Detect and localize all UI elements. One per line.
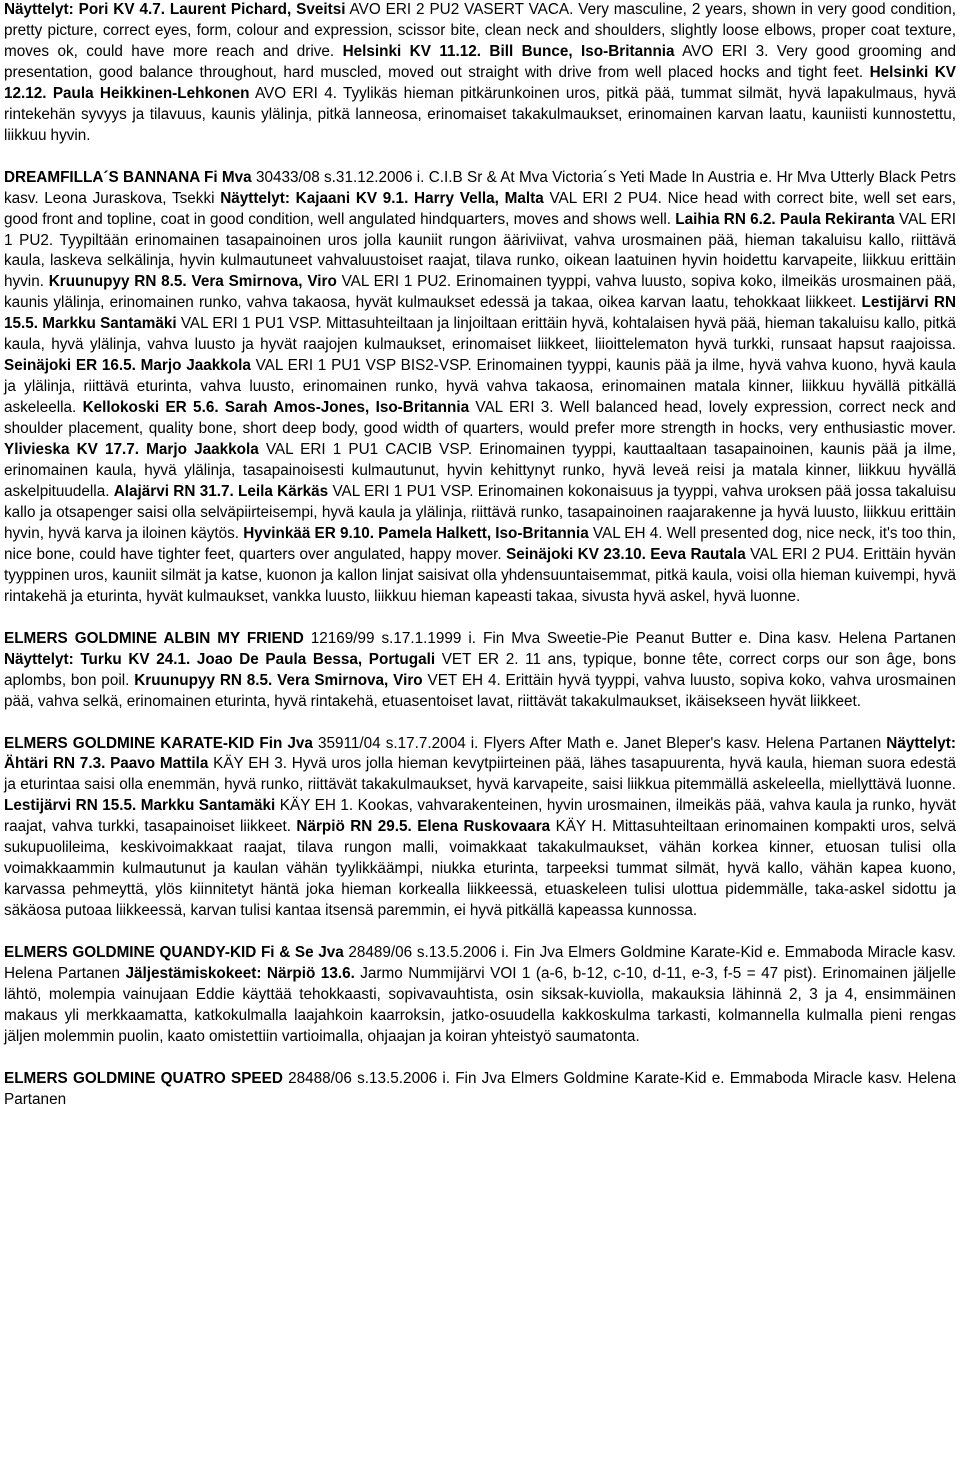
entry-paragraph-dreamfilla xyxy=(4,168,956,608)
critique-text: VAL ERI 3. Well balanced head, lovely expression, correct neck and shoulder placement, quality bone, short deep body, good width of quarters, would prefer more strength in hocks, very enthusiastic mover. xyxy=(4,399,956,438)
dog-name-heading: ELMERS GOLDMINE KARATE-KID Fin Jva xyxy=(4,734,313,752)
show-judge-heading: Näyttelyt: Ähtäri RN 7.3. Paavo Mattila xyxy=(4,734,956,773)
show-judge-heading: Kruunupyy RN 8.5. Vera Smirnova, Viro xyxy=(48,273,337,291)
critique-text: KÄY EH 1. Kookas, vahvarakenteinen, hyvin urosmainen, ilmeikäs pää, vahva kaula ja runko, hyvät raajat, vahva turkki, tasapainoiset liikkeet. xyxy=(4,797,956,836)
registration-text: 28488/06 s.13.5.2006 i. Fin Jva Elmers Goldmine Karate-Kid e. Emmaboda Miracle kasv. Helena Partanen xyxy=(4,1069,956,1108)
show-judge-heading: Seinäjoki KV 23.10. Eeva Rautala xyxy=(506,545,746,563)
critique-text: VAL ERI 1 PU2. Tyypiltään erinomainen tasapainoinen uros jolla kauniit rungon ääriviivat, vahva urosmainen pää, hieman takaluisu kallo, riittävä kaula, laskeva selkälinja, hyvin kulmautuneet vahvaluustoiset raajat, tilava runko, oikean laatuinen hyvin hoidettu karvapeite, liikkuu erittäin hyvin. xyxy=(4,210,956,291)
critique-text: AVO ERI 2 PU2 VASERT VACA. Very masculine, 2 years, shown in very good condition, pretty picture, correct eyes, form, colour and expression, scissor bite, clean neck and shoulders, slightly loose elbows, proper coat texture, moves ok, could have more reach and drive. xyxy=(4,1,956,60)
dog-name-heading: ELMERS GOLDMINE ALBIN MY FRIEND xyxy=(4,629,304,647)
critique-text: KÄY H. Mittasuhteiltaan erinomainen kompakti uros, selvä sukupuolileima, keskivoimakkaat raajat, tilava rungon malli, voimakkaat takakulmaukset, vähän korkea kinner, etuosan tulisi olla voimakkaammin kulmautunut ja kaulan vähän tyylikkäämpi, niukka eturinta, tarpeeksi tummat silmät, hyvä kallo, vähän kapea kuono, karvassa pehmeyttä, ylös kiinnitetyt häntä joka hieman korkealla liikkeessä, etuaskeleen tulisi ulottua pidemmälle, taka-askel sidottu ja säkäosa putoaa liikkeessä, karvan tulisi kantaa itsensä paremmin, ei hyvä pitkällä kapeassa kunnossa. xyxy=(4,818,957,920)
show-judge-heading: Kruunupyy RN 8.5. Vera Smirnova, Viro xyxy=(134,671,423,689)
show-judge-heading: Närpiö RN 29.5. Elena Ruskovaara xyxy=(296,818,551,836)
registration-text: 12169/99 s.17.1.1999 i. Fin Mva Sweetie-Pie Peanut Butter e. Dina kasv. Helena Partanen xyxy=(303,629,956,647)
trial-judge-heading: Jäljestämiskokeet: Närpiö 13.6. xyxy=(125,965,355,983)
critique-text: VET EH 4. Erittäin hyvä tyyppi, vahva luusto, sopiva koko, vahva urosmainen pää, vahva selkä, erinomainen eturinta, hyvä rintakehä, etuasentoiset lavat, riittävät takakulmaukset, ikäisekseen hyvät liikkeet. xyxy=(4,671,956,710)
show-judge-heading: Helsinki KV 11.12. Bill Bunce, Iso-Britannia xyxy=(342,42,675,60)
entry-paragraph-quandy xyxy=(4,943,956,1048)
registration-text: 28489/06 s.13.5.2006 i. Fin Jva Elmers Goldmine Karate-Kid e. Emmaboda Miracle kasv. Helena Partanen xyxy=(4,944,957,983)
critique-text: VAL ERI 2 PU4. Erittäin hyvän tyyppinen uros, kauniit silmät ja katse, kuonon ja kallon linjat saisivat olla yhdensuuntaisemmat, pitkä kaula, voisi olla hieman kuivempi, hyvä rintakehä ja eturinta, hyvät kulmaukset, vankka luusto, liikkuu hieman kapeasti takaa, sivusta hyvä askel, hyvä luonne. xyxy=(4,545,956,605)
registration-text: 30433/08 s.31.12.2006 i. C.I.B Sr & At Mva Victoria´s Yeti Made In Austria e. Hr Mva Utterly Black Petrs kasv. Leona Juraskova, Tsekki xyxy=(4,168,956,207)
dog-name-heading: DREAMFILLA´S BANNANA Fi Mva xyxy=(4,168,252,186)
entry-paragraph-quatro xyxy=(4,1069,956,1111)
show-judge-heading: Lestijärvi RN 15.5. Markku Santamäki xyxy=(4,797,276,815)
critique-text: VAL ERI 1 PU1 VSP. Erinomainen kokonaisuus ja tyyppi, vahva uroksen pää jossa takaluisu kallo ja otsapenger saisi olla selväpiirteisempi, hyvä kaula ja ylälinja, riittävä runko, tasapainoinen raajarakenne ja hyvä luusto, liikkuu erittäin hyvin, hyvä karva ja iloinen käytös. xyxy=(4,482,956,542)
entry-paragraph-intro xyxy=(4,0,956,147)
show-judge-heading: Hyvinkää ER 9.10. Pamela Halkett, Iso-Britannia xyxy=(243,524,589,542)
show-judge-heading: Ylivieska KV 17.7. Marjo Jaakkola xyxy=(4,441,259,459)
show-judge-heading: Lestijärvi RN 15.5. Markku Santamäki xyxy=(4,294,956,333)
critique-text: VAL ERI 1 PU1 CACIB VSP. Erinomainen tyyppi, kauttaaltaan tasapainoinen, kaunis pää ja ilme, erinomainen kaula, hyvä ylälinja, tasapainoisesti kulmautunut, hyvin kehittynyt runko, hyvä leveä reisi ja matala kinner, liikkuu hyvällä askelpituudella. xyxy=(4,441,956,500)
dog-name-heading: ELMERS GOLDMINE QUATRO SPEED xyxy=(4,1069,283,1087)
critique-text: AVO ERI 3. Very good grooming and presentation, good balance throughout, hard muscled, moved out straight with drive from well placed hocks and tight feet. xyxy=(4,42,956,81)
registration-text: 35911/04 s.17.7.2004 i. Flyers After Math e. Janet Bleper's kasv. Helena Partanen xyxy=(312,734,887,752)
show-judge-heading: Laihia RN 6.2. Paula Rekiranta xyxy=(675,210,895,228)
entry-paragraph-karate xyxy=(4,734,956,923)
critique-text: VET ER 2. 11 ans, typique, bonne tête, correct corps our son âge, bons aplombs, bon poil. xyxy=(4,650,956,689)
show-judge-heading: Helsinki KV 12.12. Paula Heikkinen-Lehkonen xyxy=(4,63,956,102)
show-judge-heading: Seinäjoki ER 16.5. Marjo Jaakkola xyxy=(4,357,251,375)
show-judge-heading: Kellokoski ER 5.6. Sarah Amos-Jones, Iso-Britannia xyxy=(82,399,470,417)
show-judge-heading: Alajärvi RN 31.7. Leila Kärkäs xyxy=(113,482,329,500)
critique-text: AVO ERI 4. Tyylikäs hieman pitkärunkoinen uros, pitkä pää, tummat silmät, hyvä lapakulmaus, hyvä rintekehän syvyys ja tilavuus, kaunis ylälinja, pitkä lanneosa, erinomaiset takakulmaukset, erinomainen karvan laatu, kauniisti kunnostettu, liikkuu hyvin. xyxy=(4,84,956,144)
critique-text: VAL EH 4. Well presented dog, nice neck, it's too thin, nice bone, could have tighter feet, quarters over angulated, happy mover. xyxy=(4,524,957,563)
show-judge-heading: Näyttelyt: Pori KV 4.7. Laurent Pichard, Sveitsi xyxy=(4,1,346,18)
critique-text: Jarmo Nummijärvi VOI 1 (a-6, b-12, c-10, d-11, e-3, f-5 = 47 pist). Erinomainen jäljelle lähtö, molempia vainujaan Eddie käyttää tehokkaasti, sopivavauhtista, osin siksak-kuviolla, makauksia lähinnä 2, 3 ja 4, ensimmäinen makaus yli merkkaamatta, katkokulmalla laajahkoin kaarroksin, jatko-osuudella kakkoskulma tarkasti, kolmannella kulmalla pieni rengas jäljen molemmin puolin, kaato omistettiin vartioimalla, ohjaajan ja koiran yhteistyö saumatonta. xyxy=(4,965,956,1045)
show-judge-heading: Näyttelyt: Turku KV 24.1. Joao De Paula Bessa, Portugali xyxy=(4,650,436,668)
dog-name-heading: ELMERS GOLDMINE QUANDY-KID Fi & Se Jva xyxy=(4,944,344,962)
critique-text: KÄY EH 3. Hyvä uros jolla hieman kevytpiirteinen pää, lähes tasapuurenta, hyvä kaula, hieman suora edestä ja eturintaa saisi olla enemmän, hyvä runko, riittävät takakulmaukset, hyvä karvapeite, saisi liikkua pitemmällä askeleella, miellyttävä luonne. xyxy=(4,755,956,794)
document-body xyxy=(4,0,956,1111)
critique-text: VAL ERI 1 PU2. Erinomainen tyyppi, vahva luusto, sopiva koko, ilmeikäs urosmainen pää, kaunis ylälinja, erinomainen runko, vahva takaosa, hyvät kulmaukset edessä ja takaa, oikea karvan laatu, tehokkaat liikkeet. xyxy=(4,273,956,312)
show-judge-heading: Näyttelyt: Kajaani KV 9.1. Harry Vella, Malta xyxy=(220,189,544,207)
critique-text: VAL ERI 1 PU1 VSP. Mittasuhteiltaan ja linjoiltaan erittäin hyvä, kohtalaisen hyvä pää, hieman takaluisu kallo, pitkä kaula, hyvä ylälinja, vahva luusto ja hyvät raajojen kulmaukset, erinomaiset liikkeet, liioittelematon hyvä turkki, runsaat hapsut raajoissa. xyxy=(4,315,956,354)
critique-text: VAL ERI 2 PU4. Nice head with correct bite, well set ears, good front and topline, coat in good condition, well angulated hindquarters, moves and shows well. xyxy=(4,189,957,228)
entry-paragraph-albin xyxy=(4,629,956,713)
critique-text: VAL ERI 1 PU1 VSP BIS2-VSP. Erinomainen tyyppi, kaunis pää ja ilme, hyvä vahva kuono, hyvä kaula ja ylälinja, riittävä eturinta, vahva luusto, erinomainen runko, hyvä vahva takaosa, erinomainen matala kinner, liikkuu hyvällä pitkällä askeleella. xyxy=(4,357,956,417)
